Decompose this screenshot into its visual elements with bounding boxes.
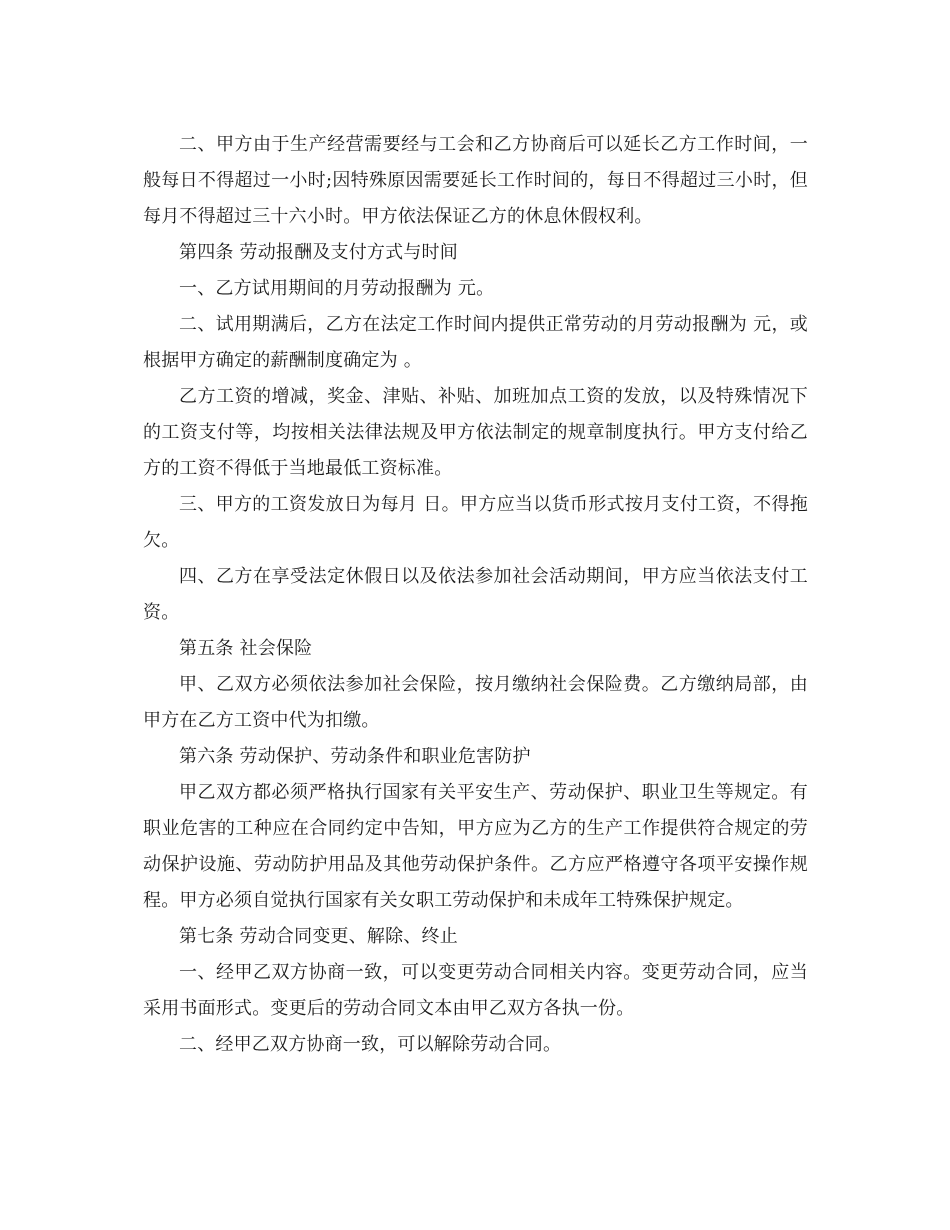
section-heading-article-6: 第六条 劳动保护、劳动条件和职业危害防护 — [179, 746, 531, 767]
paragraph-contract-termination: 二、经甲乙双方协商一致，可以解除劳动合同。 — [179, 1034, 562, 1055]
paragraph-probation-pay: 一、乙方试用期间的月劳动报酬为 元。 — [179, 278, 495, 299]
section-heading-article-7: 第七条 劳动合同变更、解除、终止 — [179, 926, 458, 947]
section-heading-article-4: 第四条 劳动报酬及支付方式与时间 — [179, 242, 458, 263]
paragraph-regular-pay: 二、试用期满后，乙方在法定工作时间内提供正常劳动的月劳动报酬为 元，或根据甲方确定的薪酬制度确定为 。 — [143, 314, 808, 371]
paragraph-labor-protection: 甲乙双方都必须严格执行国家有关平安生产、劳动保护、职业卫生等规定。有职业危害的工种应在合同约定中告知，甲方应为乙方的生产工作提供符合规定的劳动保护设施、劳动防护用品及其他劳动保护条件。乙方应严格遵守各项平安操作规程。甲方必须自觉执行国家有关女职工劳动保护和未成年工特殊保护规定。 — [143, 782, 808, 911]
section-heading-article-5: 第五条 社会保险 — [179, 638, 313, 659]
paragraph-social-insurance: 甲、乙双方必须依法参加社会保险，按月缴纳社会保险费。乙方缴纳局部，由甲方在乙方工资中代为扣缴。 — [143, 674, 808, 731]
paragraph-payday: 三、甲方的工资发放日为每月 日。甲方应当以货币形式按月支付工资，不得拖欠。 — [143, 494, 808, 551]
paragraph-contract-change: 一、经甲乙双方协商一致，可以变更劳动合同相关内容。变更劳动合同，应当采用书面形式。变更后的劳动合同文本由甲乙双方各执一份。 — [143, 962, 808, 1019]
paragraph-wage-adjustments: 乙方工资的增减，奖金、津贴、补贴、加班加点工资的发放，以及特殊情况下的工资支付等，均按相关法律法规及甲方依法制定的规章制度执行。甲方支付给乙方的工资不得低于当地最低工资标准。 — [143, 386, 808, 479]
paragraph-overtime: 二、甲方由于生产经营需要经与工会和乙方协商后可以延长乙方工作时间，一般每日不得超过一小时;因特殊原因需要延长工作时间的，每日不得超过三小时，但每月不得超过三十六小时。甲方依法保证乙方的休息休假权利。 — [143, 134, 808, 227]
document-page — [143, 127, 808, 1063]
paragraph-holiday-pay: 四、乙方在享受法定休假日以及依法参加社会活动期间，甲方应当依法支付工资。 — [143, 566, 808, 623]
